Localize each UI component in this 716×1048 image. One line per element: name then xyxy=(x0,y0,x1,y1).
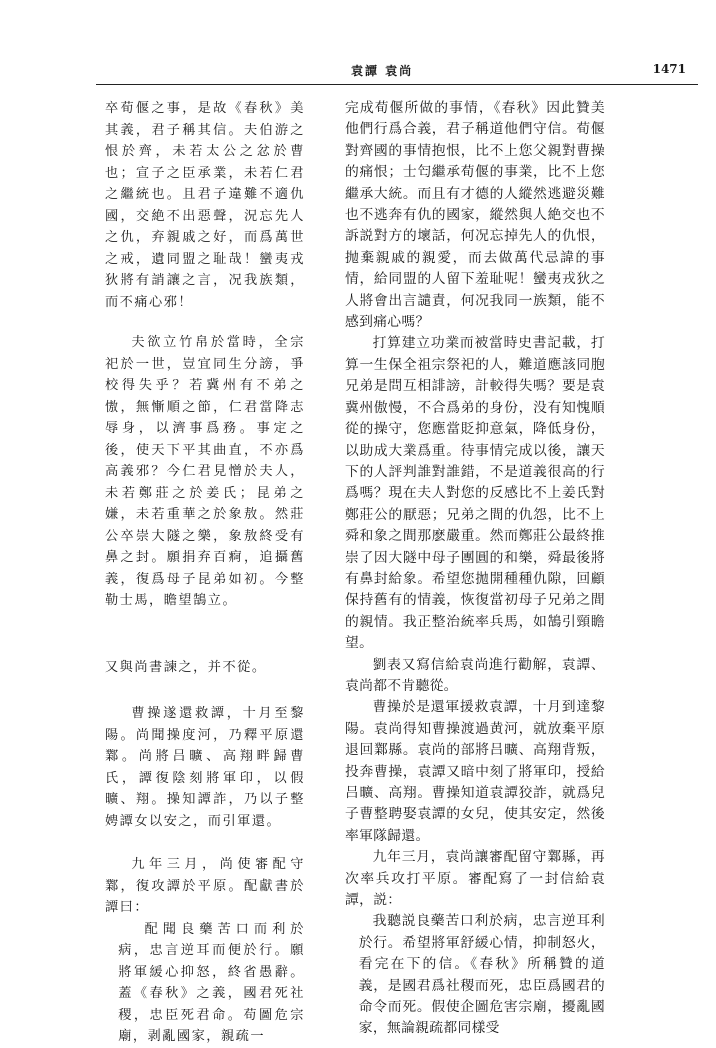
classical-paragraph: 九年三月，尚使審配守鄴，復攻譚於平原。配獻書於譚曰： xyxy=(105,857,305,915)
running-title: 袁譚 袁尚 xyxy=(351,64,414,78)
classical-paragraph: 夫欲立竹帛於當時，全宗祀於一世，豈宜同生分謗，爭校得失乎？若冀州有不弟之慠，無慚順之節，仁君當降志辱身，以濟事爲務。事定之後，使天下平其曲直，不亦爲高義邪？今仁君見憎於夫人，未若鄭莊之於姜氏；昆弟之嫌，未若重華之於象敖。然莊公卒崇大隧之樂，象敖終受有鼻之封。願捐弃百痾，追攝舊義，復爲母子昆弟如初。今整勒士馬，瞻望鵠立。 xyxy=(105,335,305,608)
classical-letter-paragraph: 配聞良藥苦口而利於病，忠言逆耳而便於行。願將軍緩心抑怒，終省愚辭。蓋《春秋》之義，國君死社稷，忠臣死君命。苟圖危宗廟，剥亂國家，親疏一 xyxy=(118,921,305,1044)
page-number: 1471 xyxy=(652,62,686,76)
translation-paragraph: 九年三月，袁尚讓審配留守鄴縣，再次率兵攻打平原。審配寫了一封信給袁譚，説： xyxy=(345,849,605,909)
translation-paragraph: 劉表又寫信給袁尚進行勸解，袁譚、袁尚都不肯聽從。 xyxy=(345,656,605,694)
classical-paragraph: 又與尚書諫之，并不從。 xyxy=(105,659,267,675)
translation-paragraph: 曹操於是還軍援救袁譚，十月到達黎陽。袁尚得知曹操渡過黄河，就放棄平原退回鄴縣。袁尚的部將吕曠、高翔背叛，投奔曹操，袁譚又暗中刻了將軍印，授給吕曠、高翔。曹操知道袁譚狡詐，就爲兒子曹整聘娶袁譚的女兒，使其安定，然後率軍隊歸還。 xyxy=(345,699,605,844)
translation-paragraph: 打算建立功業而被當時史書記載，打算一生保全祖宗祭祀的人，難道應該同胞兄弟是問互相誹謗，計較得失嗎？要是袁冀州傲慢，不合爲弟的身份，没有知愧順從的操守，您應當貶抑意氣，降低身份，以助成大業爲重。待事情完成以後，讓天下的人評判誰對誰錯，不是道義很高的行爲嗎？現在夫人對您的反感比不上姜氏對鄭莊公的厭惡；兄弟之間的仇怨，比不上舜和象之間那麽嚴重。然而鄭莊公最終推崇了因大隧中母子團圓的和樂，舜最後將有鼻封給象。希望您拋開種種仇隙，回顧保持舊有的情義，恢復當初母子兄弟之間的親情。我正整治統率兵馬，如鵠引頸瞻望。 xyxy=(345,335,605,652)
translation-paragraph: 完成荀偃所做的事情，《春秋》因此贊美他們行爲合義，君子稱道他們守信。荀偃對齊國的事情抱恨，比不上您父親對曹操的痛恨；士匄繼承荀偃的事業，比不上您繼承大統。而且有才德的人縱然逃避災難也不逃奔有仇的國家，縱然與人絶交也不訴説對方的壞話，何况忘掉先人的仇恨，抛棄親戚的親愛，而去做萬代忌諱的事情，給同盟的人留下羞耻呢！蠻夷戎狄之人將會出言譴責，何况我同一族類，能不感到痛心嗎？ xyxy=(345,100,605,331)
classical-paragraph: 曹操遂還救譚，十月至黎陽。尚聞操度河，乃釋平原還鄴。尚將吕曠、高翔畔歸曹氏，譚復陰刻將軍印，以假曠、翔。操知譚詐，乃以子整娉譚女以安之，而引軍還。 xyxy=(105,706,305,829)
classical-paragraph: 卒荀偃之事，是故《春秋》美其義，君子稱其信。夫伯游之恨於齊，未若太公之忿於曹也；宣子之臣承業，未若仁君之繼統也。且君子違難不適仇國，交絶不出惡聲，況忘先人之仇，弃親戚之好，而爲萬世之戒，遺同盟之耻哉！蠻夷戎狄將有誚讓之言，况我族類，而不痛心邪！ xyxy=(105,101,305,310)
classical-text-column xyxy=(105,98,305,1048)
translation-letter-paragraph: 我聽説良藥苦口利於病，忠言逆耳利於行。希望將軍舒緩心情，抑制怒火，看完在下的信。《春秋》所稱贊的道義，是國君爲社稷而死，忠臣爲國君的命令而死。假使企圖危害宗廟，擾亂國家，無論親疏都同樣受 xyxy=(358,913,605,1037)
translation-column xyxy=(345,98,605,1040)
page-header xyxy=(96,62,698,85)
